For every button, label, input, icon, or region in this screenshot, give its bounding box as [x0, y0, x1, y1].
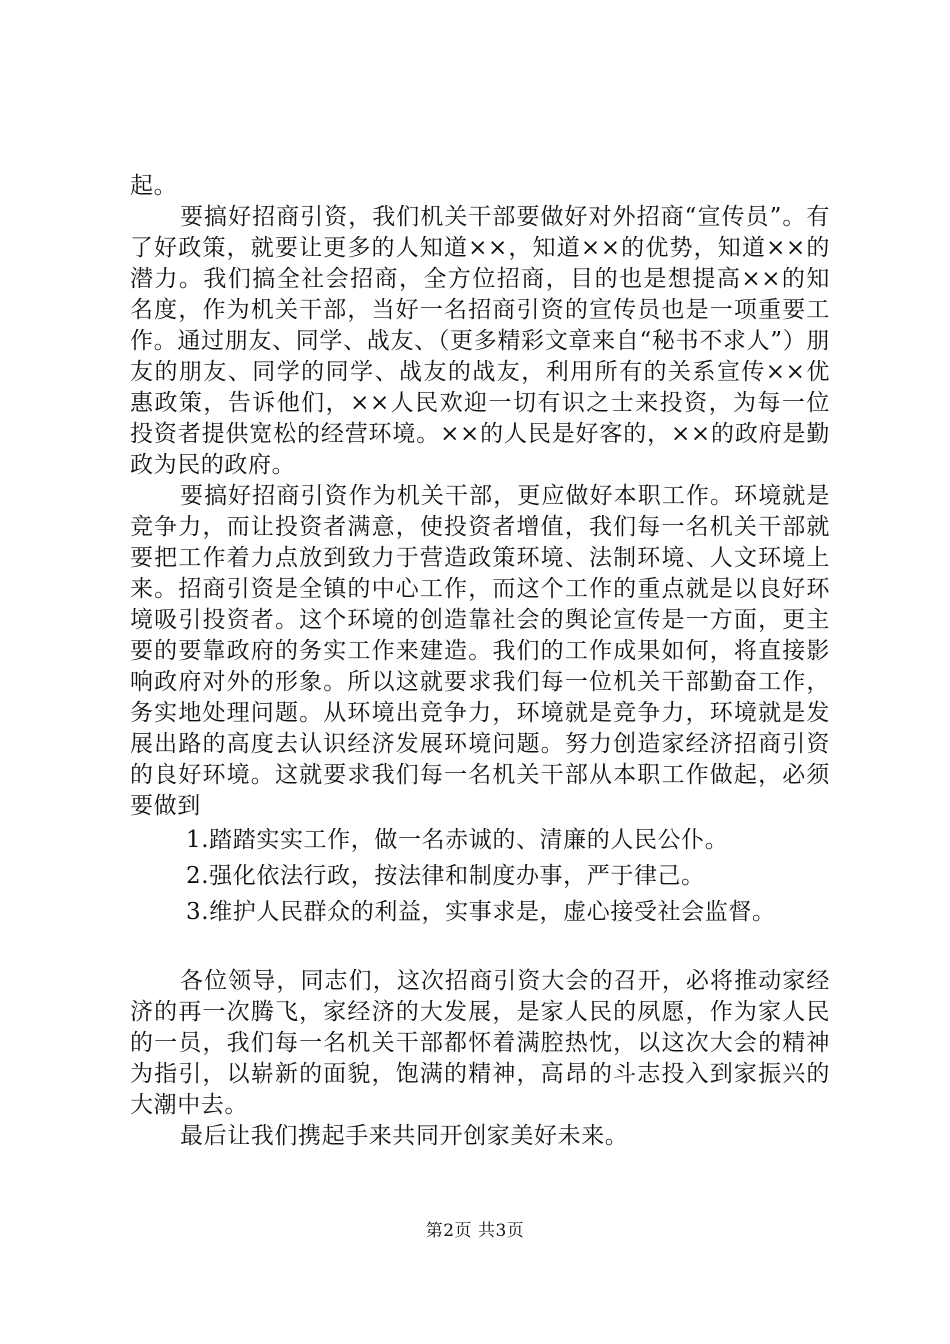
paragraph-closing: 各位领导，同志们，这次招商引资大会的召开，必将推动家经济的再一次腾飞，家经济的大发展，是家人民的夙愿，作为家人民的一员，我们每一名机关干部都怀着满腔热忱，以这次大会的精神为指引，以崭新的面貌，饱满的精神，高昂的斗志投入到家振兴的大潮中去。: [130, 968, 830, 1118]
paragraph-continuation: 起。: [130, 173, 178, 199]
paragraph-final: 最后让我们携起手来共同开创家美好未来。: [180, 1123, 629, 1149]
page-number-footer: 第2页 共3页: [425, 1221, 525, 1241]
document-body: [130, 171, 830, 1152]
list-item-3: 3.维护人民群众的利益，实事求是，虚心接受社会监督。: [186, 899, 776, 925]
list-item-2: 2.强化依法行政，按法律和制度办事，严于律己。: [186, 863, 705, 889]
paragraph-duty: 要搞好招商引资作为机关干部，更应做好本职工作。环境就是竞争力，而让投资者满意，使投资者增值，我们每一名机关干部就要把工作着力点放到致力于营造政策环境、法制环境、人文环境上来。招商引资是全镇的中心工作，而这个工作的重点就是以良好环境吸引投资者。这个环境的创造靠社会的舆论宣传是一方面，更主要的要靠政府的务实工作来建造。我们的工作成果如何，将直接影响政府对外的形象。所以这就要求我们每一位机关干部勤奋工作，务实地处理问题。从环境出竞争力，环境就是竞争力，环境就是发展出路的高度去认识经济发展环境问题。努力创造家经济招商引资的良好环境。这就要求我们每一名机关干部从本职工作做起，必须要做到: [130, 483, 830, 819]
list-item-1: 1.踏踏实实工作，做一名赤诚的、清廉的人民公仆。: [186, 827, 729, 853]
paragraph-publicity: 要搞好招商引资，我们机关干部要做好对外招商“宣传员”。有了好政策，就要让更多的人知道××，知道××的优势，知道××的潜力。我们搞全社会招商，全方位招商，目的也是想提高××的知名度，作为机关干部，当好一名招商引资的宣传员也是一项重要工作。通过朋友、同学、战友、（更多精彩文章来自“秘书不求人”）朋友的朋友、同学的同学、战友的战友，利用所有的关系宣传××优惠政策，告诉他们，××人民欢迎一切有识之士来投资，为每一位投资者提供宽松的经营环境。××的人民是好客的，××的政府是勤政为民的政府。: [130, 204, 830, 478]
paragraph-spacer: [130, 930, 830, 966]
